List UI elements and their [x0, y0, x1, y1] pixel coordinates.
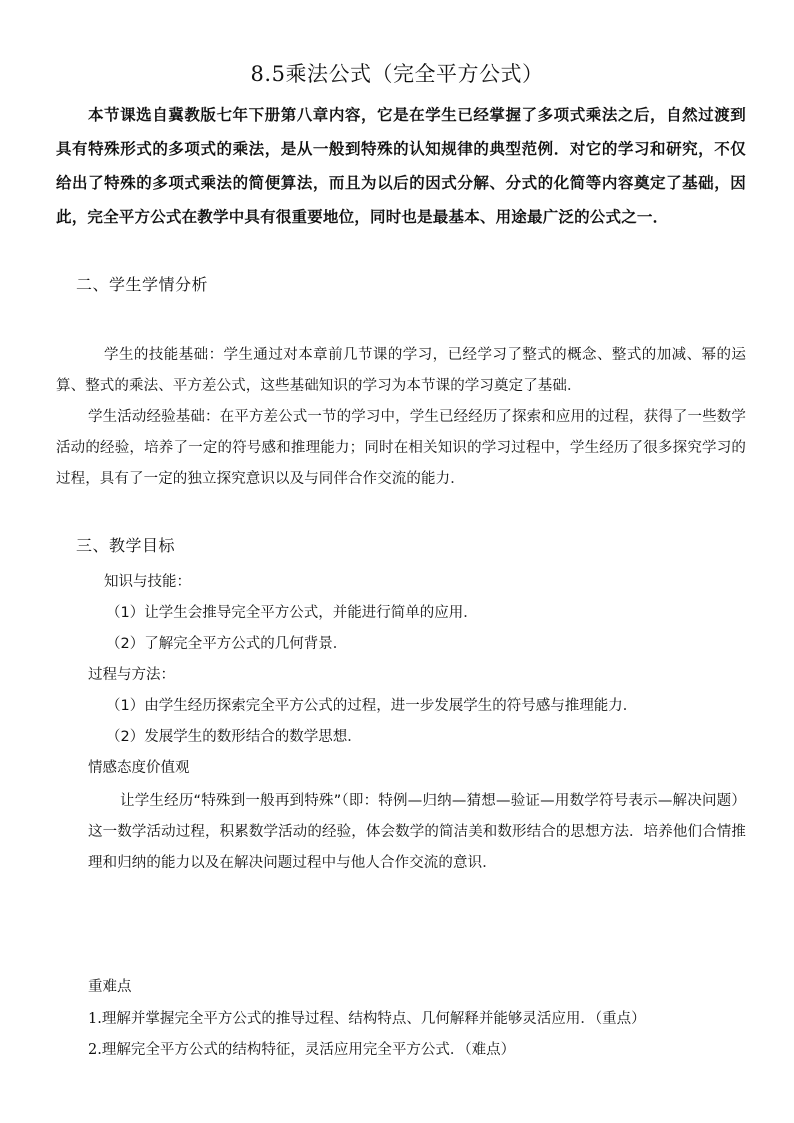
student-skill-paragraph: 学生的技能基础：学生通过对本章前几节课的学习，已经学习了整式的概念、整式的加减、幂的运算、整式的乘法、平方差公式，这些基础知识的学习为本节课的学习奠定了基础．	[56, 347, 746, 394]
knowledge-skills-label: 知识与技能：	[104, 574, 191, 590]
attitude-values-label: 情感态度价值观	[88, 760, 190, 776]
section-3-heading: 三、教学目标	[76, 536, 176, 555]
process-goal-2: （2）发展学生的数形结合的数学思想．	[106, 729, 362, 745]
knowledge-goal-2: （2）了解完全平方公式的几何背景．	[106, 636, 348, 652]
key-point-1: 1.理解并掌握完全平方公式的推导过程、结构特点、几何解释并能够灵活应用．（重点）	[88, 1011, 646, 1027]
key-points-heading: 重难点	[88, 979, 132, 995]
section-2-heading: 二、学生学情分析	[76, 275, 209, 294]
process-methods-label: 过程与方法：	[88, 667, 175, 683]
knowledge-goal-1: （1）让学生会推导完全平方公式，并能进行简单的应用．	[106, 605, 478, 621]
student-experience-paragraph: 学生活动经验基础：在平方差公式一节的学习中，学生已经经历了探索和应用的过程，获得了一些数学活动的经验，培养了一定的符号感和推理能力；同时在相关知识的学习过程中，学生经历了很多探究学习的过程，具有了一定的独立探究意识以及与同伴合作交流的能力．	[56, 409, 746, 487]
process-goal-1: （1）由学生经历探索完全平方公式的过程，进一步发展学生的符号感与推理能力．	[106, 698, 638, 714]
document-title: 8.5乘法公式（完全平方公式）	[250, 62, 544, 86]
intro-paragraph: 本节课选自冀教版七年下册第八章内容，它是在学生已经掌握了多项式乘法之后，自然过渡到具有特殊形式的多项式的乘法，是从一般到特殊的认知规律的典型范例．对它的学习和研究，不仅给出了特殊的多项式乘法的简便算法，而且为以后的因式分解、分式的化简等内容奠定了基础，因此，完全平方公式在教学中具有很重要地位，同时也是最基本、用途最广泛的公式之一．	[56, 105, 746, 226]
attitude-paragraph: 让学生经历“特殊到一般再到特殊”（即：特例—归纳—猜想—验证—用数学符号表示—解决问题）这一数学活动过程，积累数学活动的经验，体会数学的简洁美和数形结合的思想方法．培养他们合情推理和归纳的能力以及在解决问题过程中与他人合作交流的意识．	[88, 793, 746, 871]
key-point-2: 2.理解完全平方公式的结构特征，灵活应用完全平方公式．（难点）	[88, 1042, 516, 1058]
